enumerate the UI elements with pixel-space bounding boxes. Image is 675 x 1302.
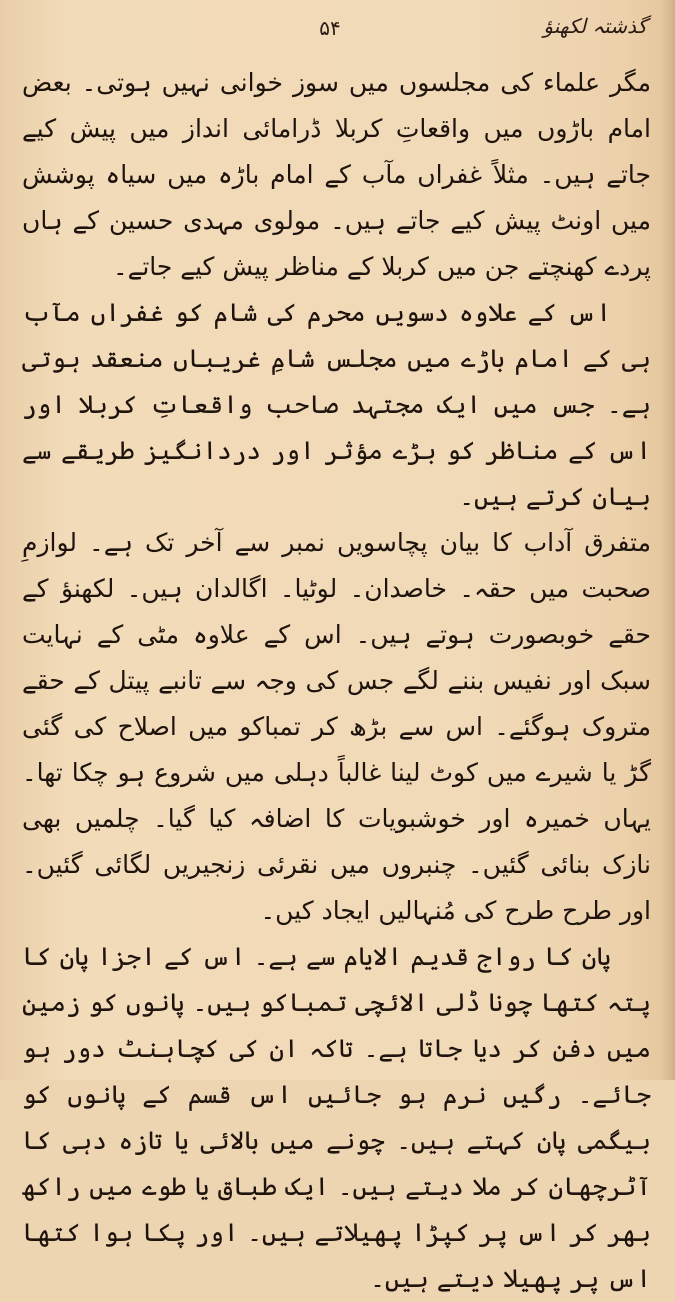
paragraph: اس کے علاوہ دسویں محرم کی شام کو غفراں مآب ہی کے امام باڑے میں مجلس شامِ غریباں منعقد ہوتی ہے۔ جس میں ایک مجتہد صاحب واقعاتِ کربلا اور اس کے مناظر کو بڑے مؤثر اور دردانگیز طریقے سے بیان کرتے ہیں۔ — [22, 298, 651, 511]
paragraph: مگر علماء کی مجلسوں میں سوز خوانی نہیں ہوتی۔ بعض امام باڑوں میں واقعاتِ کربلا ڈرامائی انداز میں پیش کیے جاتے ہیں۔ مثلاً غفراں مآب کے امام باڑہ میں سیاہ پوشش میں اونٹ پیش کیے جاتے ہیں۔ مولوی مہدی حسین کے ہاں پردے کھنچتے جن میں کربلا کے مناظر پیش کیے جاتے۔ — [22, 68, 651, 281]
paragraph: متفرق آداب کا بیان پچاسویں نمبر سے آخر تک ہے۔ لوازمِ صحبت میں حقہ۔ خاصدان۔ لوٹیا۔ اگالدان ہیں۔ لکھنؤ کے حقے خوبصورت ہوتے ہیں۔ اس کے علاوہ مٹی کے نہایت سبک اور نفیس بننے لگے جس کی وجہ سے تانبے پیتل کے حقے متروک ہوگئے۔ اس سے بڑھ کر تمباکو میں اصلاح کی گئی گڑ یا شیرے میں کوٹ لینا غالباً دہلی میں شروع ہو چکا تھا۔ یہاں خمیرہ اور خوشبویات کا اضافہ کیا گیا۔ چلمیں بھی نازک بنائی گئیں۔ چنبروں میں نقرئی زنجیریں لگائی گئیں۔ اور طرح طرح کی مُنہالیں ایجاد کیں۔ — [22, 528, 651, 925]
running-head: گذشتہ لکھنؤ — [543, 14, 647, 38]
page-number: ۵۴ — [319, 16, 341, 40]
paragraph: پان کا رواج قدیم الایام سے ہے۔ اس کے اجزا پان کا پتہ کتھا چونا ڈلی الائچی تمباکو ہیں۔ پانوں کو زمین میں دفن کر دیا جاتا ہے۔ تاکہ ان کی کچاہنٹ دور ہو جائے۔ رگیں نرم ہو جائیں اس قسم کے پانوں کو بیگمی پان کہتے ہیں۔ چونے میں بالائی یا تازہ دہی کا آٹرچھان کر ملا دیتے ہیں۔ ایک طباق یا طوے میں راکھ بھر کر اس پر کپڑا پھیلاتے ہیں۔ اور پکا ہوا کتھا اس پر پھیلا دیتے ہیں۔ — [22, 942, 651, 1293]
page-body — [22, 60, 651, 1293]
